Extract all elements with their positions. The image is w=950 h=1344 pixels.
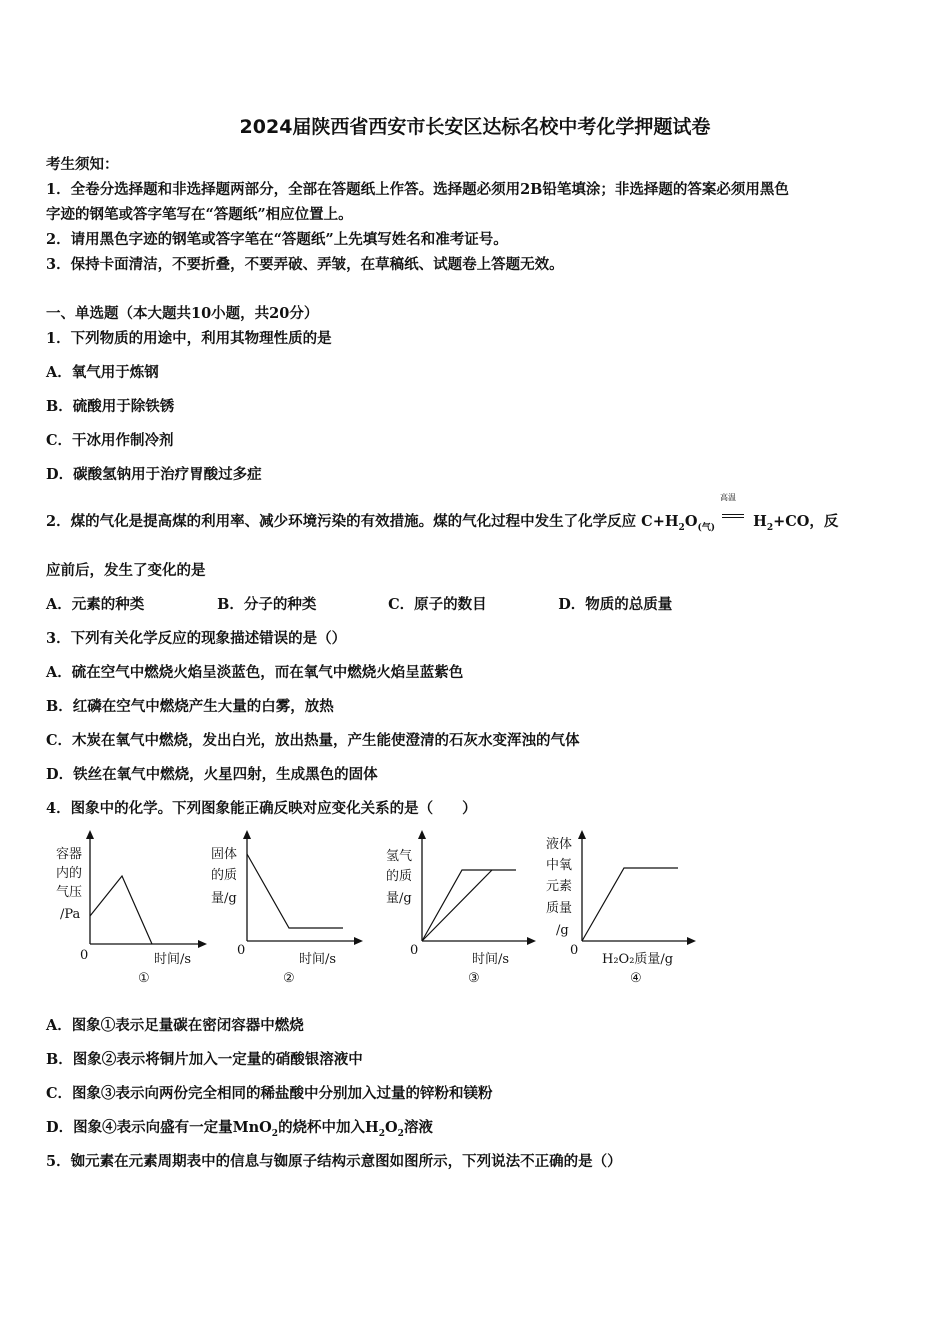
graph-4-xlabel: H₂O₂质量/g bbox=[602, 952, 674, 967]
graph-1-y-arrow bbox=[86, 830, 94, 839]
reaction-left: C+H bbox=[641, 513, 679, 530]
reaction-condition-arrow bbox=[720, 493, 748, 528]
reaction-condition: 高温 bbox=[720, 493, 737, 502]
question-2-options bbox=[46, 593, 672, 614]
page-title: 2024届陕西省西安市长安区达标名校中考化学押题试卷 bbox=[239, 116, 711, 138]
graph-3-x-arrow bbox=[527, 937, 536, 945]
reaction-right-h: H bbox=[753, 513, 767, 530]
graph-4 bbox=[540, 826, 710, 991]
graph-1-ylabel-3: 气压 bbox=[56, 885, 83, 900]
graph-4-y-arrow bbox=[578, 830, 586, 839]
question-2-option-d: D．物质的总质量 bbox=[558, 596, 673, 613]
question-3-option-a: A．硫在空气中燃烧火焰呈淡蓝色，而在氧气中燃烧火焰呈蓝紫色 bbox=[46, 664, 464, 681]
graph-2-ylabel-2: 的质 bbox=[211, 868, 238, 883]
question-1-option-a: A．氧气用于炼钢 bbox=[46, 364, 159, 381]
option-d-part-2: 的烧杯中加入H bbox=[278, 1119, 379, 1136]
graph-4-ylabel-5: /g bbox=[556, 923, 569, 938]
graph-2-ylabel-1: 固体 bbox=[211, 847, 238, 862]
graph-2-curve bbox=[247, 854, 343, 928]
question-2-stem-cont: 应前后，发生了变化的是 bbox=[46, 562, 206, 579]
graph-4-curve bbox=[582, 868, 678, 941]
graph-4-number: ④ bbox=[630, 971, 642, 986]
question-3-option-b: B．红磷在空气中燃烧产生大量的白雾，放热 bbox=[46, 698, 334, 715]
graph-2-number: ② bbox=[283, 971, 295, 986]
question-3-option-d: D．铁丝在氧气中燃烧，火星四射，生成黑色的固体 bbox=[46, 766, 378, 783]
question-4-option-b: B．图象②表示将铜片加入一定量的硝酸银溶液中 bbox=[46, 1051, 363, 1068]
question-3-stem: 3．下列有关化学反应的现象描述错误的是（） bbox=[46, 630, 347, 647]
option-d-part-3: O bbox=[385, 1119, 398, 1136]
graph-1-xlabel: 时间/s bbox=[154, 952, 192, 967]
graph-3-ylabel-1: 氢气 bbox=[386, 849, 413, 864]
graph-1 bbox=[46, 826, 216, 991]
question-2-option-a: A．元素的种类 bbox=[46, 596, 145, 613]
question-1-stem: 1．下列物质的用途中，利用其物理性质的是 bbox=[46, 330, 332, 347]
graph-3-number: ③ bbox=[468, 971, 480, 986]
graph-4-x-arrow bbox=[687, 937, 696, 945]
graph-2-xlabel: 时间/s bbox=[299, 952, 337, 967]
graph-1-ylabel-2: 内的 bbox=[56, 866, 83, 881]
graph-1-curve bbox=[90, 876, 152, 944]
notice-item-2: 2．请用黑色字迹的钢笔或答字笔在“答题纸”上先填写姓名和准考证号。 bbox=[46, 231, 508, 248]
graph-2-y-arrow bbox=[243, 830, 251, 839]
question-4-option-a: A．图象①表示足量碳在密闭容器中燃烧 bbox=[46, 1017, 304, 1034]
graph-3-curve-slow bbox=[422, 870, 492, 941]
reaction-state: (气) bbox=[697, 522, 715, 533]
graph-2-x-arrow bbox=[354, 937, 363, 945]
graph-1-ylabel-4: /Pa bbox=[60, 907, 81, 922]
question-1-option-c: C．干冰用作制冷剂 bbox=[46, 432, 174, 449]
question-3-option-c: C．木炭在氧气中燃烧，发出白光，放出热量，产生能使澄清的石灰水变浑浊的气体 bbox=[46, 732, 580, 749]
graph-3-ylabel-3: 量/g bbox=[386, 891, 412, 906]
option-d-part-1: D．图象④表示向盛有一定量MnO bbox=[46, 1119, 272, 1136]
question-2-option-b: B．分子的种类 bbox=[217, 596, 317, 613]
section-heading: 一、单选题（本大题共10小题，共20分） bbox=[46, 305, 319, 322]
graph-4-ylabel-1: 液体 bbox=[546, 837, 573, 852]
graph-3-y-arrow bbox=[418, 830, 426, 839]
question-4-option-c: C．图象③表示向两份完全相同的稀盐酸中分别加入过量的锌粉和镁粉 bbox=[46, 1085, 493, 1102]
graph-2 bbox=[205, 826, 370, 991]
graph-1-ylabel-1: 容器 bbox=[56, 847, 83, 862]
graph-4-ylabel-3: 元素 bbox=[546, 879, 573, 894]
question-2-option-c: C．原子的数目 bbox=[388, 596, 487, 613]
question-1-option-d: D．碳酸氢钠用于治疗胃酸过多症 bbox=[46, 466, 262, 483]
graph-4-ylabel-4: 质量 bbox=[546, 901, 573, 916]
reaction-right: +CO，反 bbox=[773, 513, 839, 530]
question-4-option-d: D．图象④表示向盛有一定量MnO$_2$的烧杯中加入$H_2O_2$溶液 bbox=[46, 1119, 433, 1139]
notice-item-3: 3．保持卡面清洁，不要折叠，不要弄破、弄皱，在草稿纸、试题卷上答题无效。 bbox=[46, 256, 564, 273]
question-4-stem: 4．图象中的化学。下列图象能正确反映对应变化关系的是（ ） bbox=[46, 800, 477, 817]
notice-item-1a: 1．全卷分选择题和非选择题两部分，全部在答题纸上作答。选择题必须用2B铅笔填涂；非选择题的答案必须用黑色 bbox=[46, 181, 789, 198]
graph-2-origin: 0 bbox=[237, 943, 246, 958]
notice-heading: 考生须知： bbox=[46, 156, 119, 173]
graph-1-number: ① bbox=[138, 971, 150, 986]
graph-3 bbox=[380, 826, 545, 991]
question-5-stem: 5．铷元素在元素周期表中的信息与铷原子结构示意图如图所示，下列说法不正确的是（） bbox=[46, 1153, 622, 1170]
graph-3-curve-fast bbox=[422, 870, 516, 941]
graph-3-origin: 0 bbox=[410, 943, 419, 958]
question-1-option-b: B．硫酸用于除铁锈 bbox=[46, 398, 175, 415]
question-2-stem: 2．煤的气化是提高煤的利用率、减少环境污染的有效措施。煤的气化过程中发生了化学反应 $C+H_2O_{(气)}$ 高温 $H_2+CO$，反 bbox=[46, 493, 839, 533]
graph-3-ylabel-2: 的质 bbox=[386, 869, 413, 884]
graph-3-xlabel: 时间/s bbox=[472, 952, 510, 967]
graph-2-ylabel-3: 量/g bbox=[211, 891, 237, 906]
graph-4-ylabel-2: 中氧 bbox=[546, 858, 573, 873]
option-d-part-4: 溶液 bbox=[403, 1119, 433, 1136]
question-2-stem-text: 2．煤的气化是提高煤的利用率、减少环境污染的有效措施。煤的气化过程中发生了化学反应 bbox=[46, 513, 637, 530]
graph-1-origin: 0 bbox=[80, 948, 89, 963]
notice-item-1b: 字迹的钢笔或答字笔写在“答题纸”相应位置上。 bbox=[46, 206, 353, 223]
graph-4-origin: 0 bbox=[570, 943, 579, 958]
reaction-o: O bbox=[684, 513, 698, 530]
